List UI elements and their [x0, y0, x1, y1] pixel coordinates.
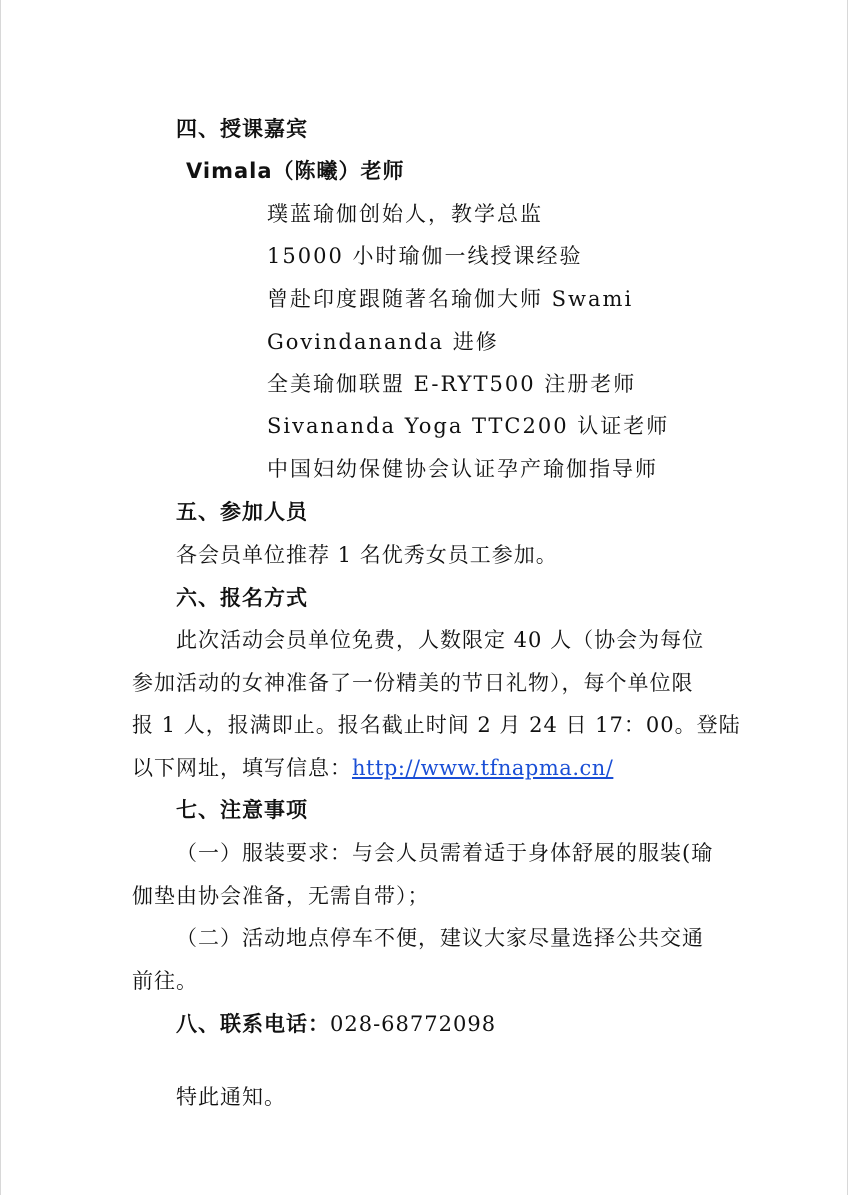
registration-line-1: 此次活动会员单位免费，人数限定 40 人（协会为每位	[176, 628, 705, 652]
registration-line-3: 报 1 人，报满即止。报名截止时间 2 月 24 日 17：00。登陆	[132, 713, 741, 737]
registration-line-4-prefix: 以下网址，填写信息：	[132, 756, 352, 780]
section-heading-contact: 八、联系电话：	[176, 1012, 330, 1036]
section-heading-notes: 七、注意事项	[176, 798, 308, 822]
notes-line-4: 前往。	[132, 969, 198, 993]
closing-text: 特此通知。	[176, 1085, 286, 1109]
bio-line-1: 璞蓝瑜伽创始人，教学总监	[267, 202, 543, 226]
section-heading-participants: 五、参加人员	[176, 500, 308, 524]
contact-line	[176, 1010, 496, 1038]
bio-line-4: Govindananda 进修	[267, 330, 499, 354]
bio-line-3: 曾赴印度跟随著名瑜伽大师 Swami	[267, 287, 634, 311]
registration-link[interactable]: http://www.tfnapma.cn/	[352, 756, 614, 780]
bio-line-6: Sivananda Yoga TTC200 认证老师	[267, 414, 670, 438]
bio-line-5: 全美瑜伽联盟 E-RYT500 注册老师	[267, 372, 637, 396]
contact-phone: 028-68772098	[330, 1012, 497, 1036]
section-heading-guests: 四、授课嘉宾	[176, 117, 308, 141]
registration-line-2: 参加活动的女神准备了一份精美的节日礼物），每个单位限	[132, 671, 694, 695]
participants-text: 各会员单位推荐 1 名优秀女员工参加。	[176, 543, 558, 567]
section-heading-registration: 六、报名方式	[176, 586, 308, 610]
bio-line-7: 中国妇幼保健协会认证孕产瑜伽指导师	[267, 457, 658, 481]
notes-line-1: （一）服装要求：与会人员需着适于身体舒展的服装(瑜	[176, 841, 714, 865]
notes-line-3: （二）活动地点停车不便，建议大家尽量选择公共交通	[176, 926, 704, 950]
bio-line-2: 15000 小时瑜伽一线授课经验	[267, 244, 583, 268]
registration-line-4	[132, 754, 613, 782]
notes-line-2: 伽垫由协会准备，无需自带）；	[132, 884, 430, 908]
guest-name: Vimala（陈曦）老师	[186, 159, 405, 183]
